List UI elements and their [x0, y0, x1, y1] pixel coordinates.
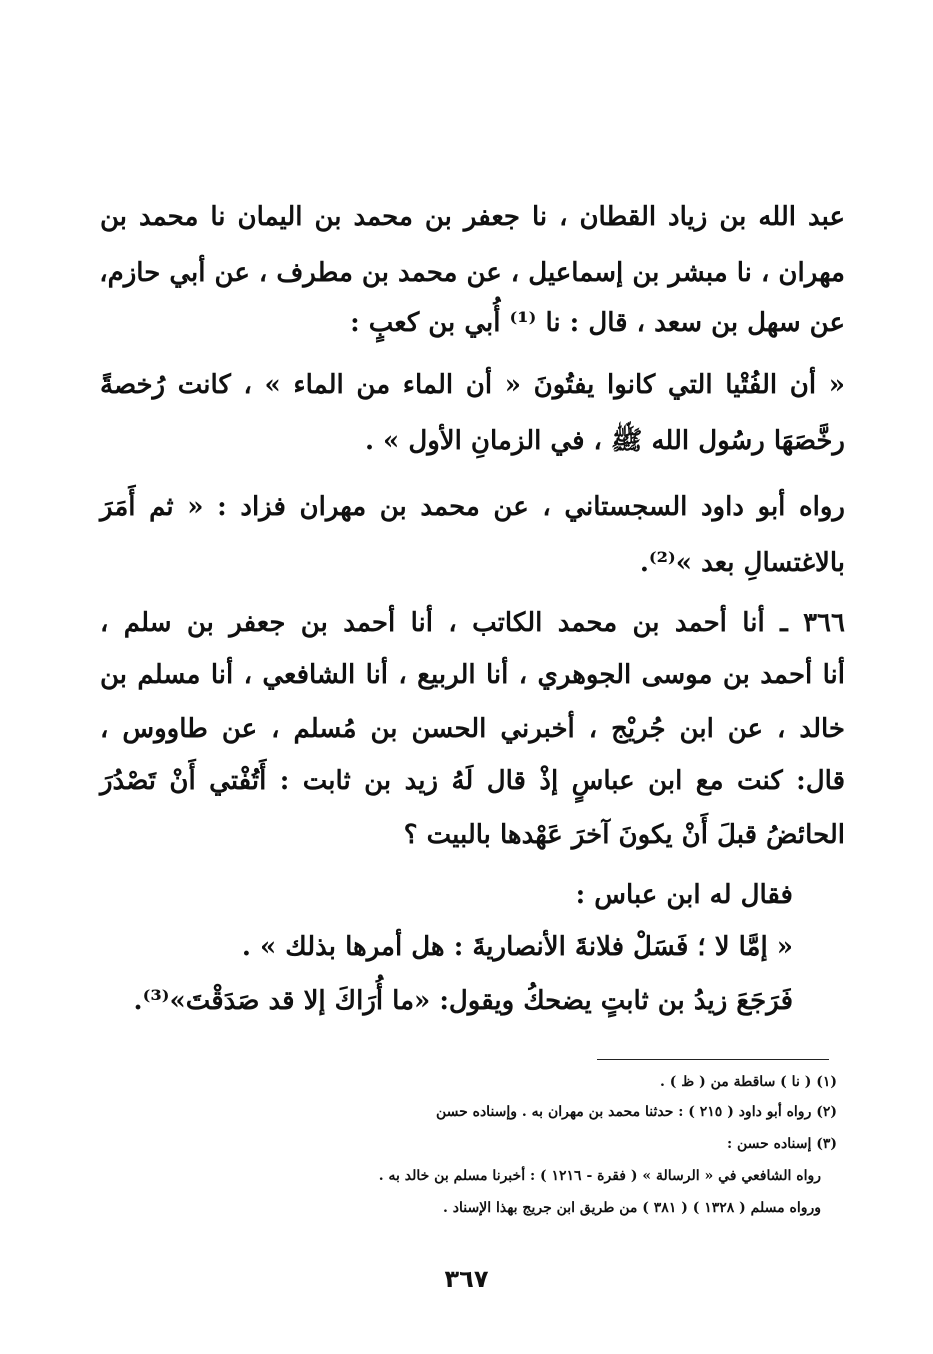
text-line: « أن الفُتْيا التي كانوا يفتُونَ « أن الماء من الماء » ، كانت رُخصةً [100, 370, 845, 400]
text-line: مهران ، نا مبشر بن إسماعيل ، عن محمد بن مطرف ، عن أبي حازم، [99, 258, 845, 288]
footnote-divider [597, 1059, 829, 1060]
text-line: رواه أبو داود السجستاني ، عن محمد بن مهران فزاد : « ثم أَمَرَ [100, 492, 845, 522]
text-line: أنا أحمد بن موسى الجوهري ، أنا الربيع ، أنا الشافعي ، أنا مسلم بن [100, 660, 845, 690]
text-line: بالاغتسالِ بعد »⁽²⁾. [639, 548, 845, 578]
text-line: خالد ، عن ابن جُريْج ، أخبرني الحسن بن مُسلم ، عن طاووس ، [100, 714, 845, 744]
text-line: « إمَّا لا ؛ فَسَلْ فلانةَ الأنصاريةَ : هل أمرها بذلك » . [241, 932, 793, 962]
text-line: فَرَجَعَ زيدُ بن ثابتٍ يضحكُ ويقول: «ما أُرَاكَ إلا قد صَدَقْتَ»⁽³⁾. [133, 986, 793, 1016]
footnote: (٣) إسناده حسن : [726, 1136, 837, 1152]
text-line: رخَّصَهَا رسُول الله ﷺ ، في الزمانِ الأول » . [364, 426, 845, 456]
text-line: فقال له ابن عباس : [575, 880, 793, 910]
text-line: عبد الله بن زياد القطان ، نا جعفر بن محمد بن اليمان نا محمد بن [100, 202, 845, 232]
text-line: الحائضُ قبلَ أَنْ يكونَ آخرَ عَهْدها بالبيت ؟ [403, 820, 845, 850]
text-line: قال: كنت مع ابن عباسٍ إذْ قال لَهُ زيد بن ثابت : أَتُفْتي أَنْ تَصْدُرَ [100, 766, 845, 796]
text-line: عن سهل بن سعد ، قال : نا ⁽¹⁾ أُبي بن كعبٍ : [350, 308, 845, 338]
footnote-continuation: ورواه مسلم ( ١٣٢٨ ) ( ٣٨١ ) من طريق ابن جريج بهذا الإسناد . [443, 1200, 821, 1216]
hadith-heading-line: ٣٦٦ ـ أنا أحمد بن محمد الكاتب ، أنا أحمد بن جعفر بن سلم ، [100, 608, 845, 638]
footnote-continuation: رواه الشافعي في « الرسالة » ( فقرة - ١٢١٦ ) : أخبرنا مسلم بن خالد به . [378, 1168, 821, 1184]
footnote: (١) ( نا ) ساقطة من ( ظ ) . [660, 1074, 837, 1090]
footnote: (٢) رواه أبو داود ( ٢١٥ ) : حدثنا محمد بن مهران به . وإسناده حسن [435, 1104, 837, 1120]
page-number: ٣٦٧ [444, 1265, 489, 1293]
